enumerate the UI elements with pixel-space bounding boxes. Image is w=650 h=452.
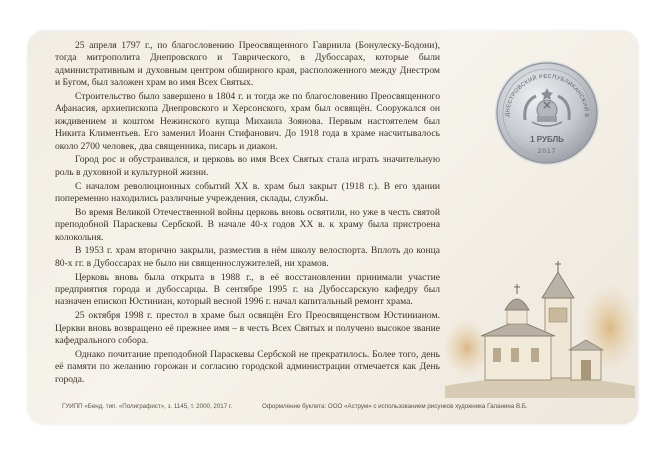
- coin-denomination: 1 РУБЛЬ: [530, 135, 564, 144]
- paragraph: С началом революционных событий XX в. храм был закрыт (1918 г.). В его здании попеременно находились различные учреждения, склады, службы.: [55, 180, 440, 205]
- paragraph: Город рос и обустраивался, и церковь во имя Всех Святых стала играть значительную роль в духовной и культурной жизни.: [55, 154, 440, 178]
- paragraph: В 1953 г. храм вторично закрыли, разместив в нём школу велоспорта. Вплоть до конца 80-х гг. в Дубоссарах не было ни священнослужителей, ни храмов.: [55, 245, 440, 269]
- coin: [492, 58, 602, 168]
- paragraph: Однако почитание преподобной Параскевы Сербской не прекратилось. Более того, день её памяти по желанию горожан и согласию городской администрации отмечается как День города.: [55, 348, 440, 385]
- history-text: [55, 40, 440, 387]
- paragraph: Строительство было завершено в 1804 г. и тогда же по благословению Преосвященного Афанасия, архиепископа Днепровского и Херсонского, храм был освящён. Сооружался он иждивением и коштом Нежинского купца Михаила Зоянова. Первым настоятелем был Никита Климентьев. Его заменил Иоанн Стифанович. До 1918 года в храме насчитывалось около 2700 человек, два священника, писарь и диакон.: [55, 91, 440, 152]
- paragraph: Церковь вновь была открыта в 1988 г., в её восстановлении принимали участие предприятия города и дубоссарцы. В сентябре 1995 г. на Дубоссарскую кафедру был назначен епископ Юстиниан, который весной 1996 г. начал капитальный ремонт храма.: [55, 271, 440, 308]
- footer-design: Оформление буклета: ООО «Аструм» с использованием рисунков художника Галанина В.Б.: [262, 403, 528, 410]
- paragraph: Во время Великой Отечественной войны церковь вновь освятили, но уже в честь святой преподобной Параскевы Сербской. В начале 40-х годов XX в. к храму была пристроена колокольня.: [55, 206, 440, 243]
- footer-printer: ГУИПП «Бенд. тип. «Полиграфист», з. 1145, т. 2000, 2017 г.: [62, 403, 233, 410]
- paragraph: 25 апреля 1797 г., по благословению Преосвященного Гавриила (Бонулеску-Бодони), тогда митрополита Днепровского и Таврического, в Дубоссарах, которые были административным и духовным центром обширного края, расположенного между Днестром и Бугом, был заложен храм во имя Всех Святых.: [55, 40, 440, 89]
- paragraph: 25 октября 1998 г. престол в храме был освящён Его Преосвященством Юстинианом. Церкви вновь возвращено её прежнее имя – в честь Всех Святых и получено высокое звание кафедрального собора.: [55, 310, 440, 347]
- church-illustration: [445, 258, 635, 398]
- coin-year: 2017: [537, 148, 557, 155]
- coin-inscription: ДНЕСТРОВСКИЙ РЕСПУБЛИКАНСКИЙ Б: [504, 73, 590, 118]
